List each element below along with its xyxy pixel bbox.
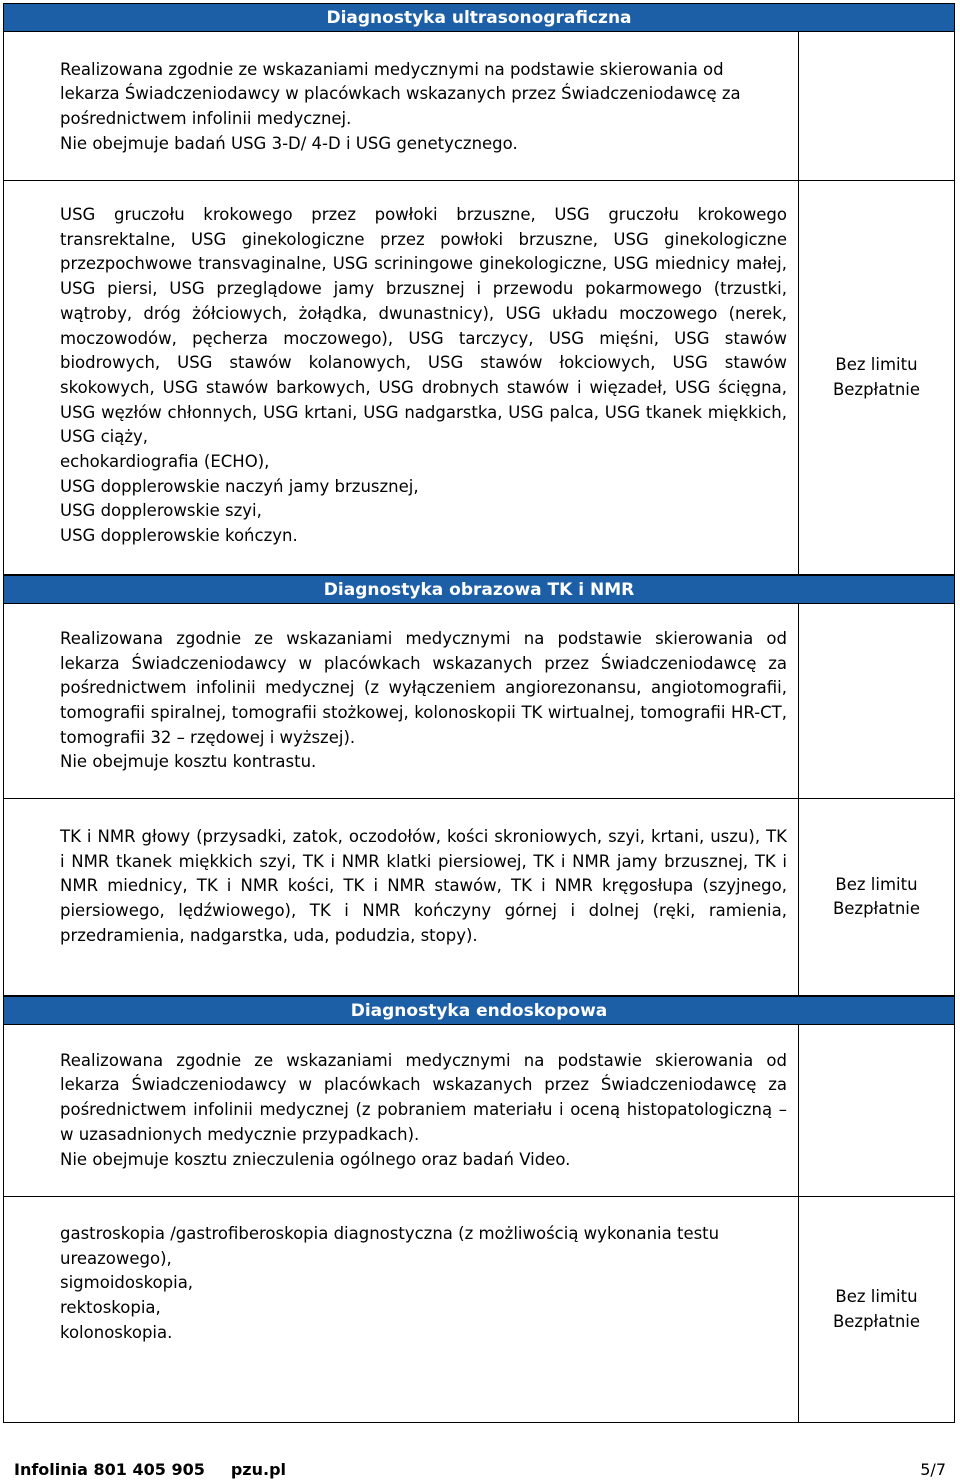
section-header-ultrasound: Diagnostyka ultrasonograficzna: [3, 3, 955, 32]
section-info-side: [799, 604, 954, 798]
coverage-cell: [799, 181, 954, 574]
footer-website: pzu.pl: [230, 1460, 287, 1479]
info-paragraph: Realizowana zgodnie ze wskazaniami medycznymi na podstawie skierowania od lekarza Świadczeniodawcy w placówkach wskazanych przez Świadczeniodawcę za pośrednictwem infolinii medycznej (z pobraniem materiału i oceną histopatologiczną – w uzasadnionych medycznie przypadkach).: [60, 1050, 787, 1144]
services-list: TK i NMR głowy (przysadki, zatok, oczodołów, kości skroniowych, szyi, krtani, uszu), TK i NMR tkanek miękkich szyi, TK i NMR klatki piersiowej, TK i NMR jamy brzusznej, TK i NMR miednicy, TK i NMR kości, TK i NMR stawów, TK i NMR kręgosłupa (szyjnego, piersiowego, lędźwiowego), TK i NMR kończyny górnej i dolnej (ręki, ramienia, przedramienia, nadgarstka, uda, podudzia, stopy).: [60, 827, 787, 945]
limit-label: Bez limitu: [835, 874, 918, 894]
service-item: USG dopplerowskie szyi,: [60, 501, 262, 521]
price-label: Bezpłatnie: [832, 379, 921, 399]
section-info-side: [799, 1025, 954, 1196]
section-header-ct-mri: Diagnostyka obrazowa TK i NMR: [3, 575, 955, 604]
services-list: USG gruczołu krokowego przez powłoki brzuszne, USG gruczołu krokowego transrektalne, USG ginekologiczne przez powłoki brzuszne, USG ginekologiczne przezpochwowe transvaginalne, USG scriningowe ginekologiczne, USG miednicy małej, USG piersi, USG przeglądowe jamy brzusznej i przewodu pokarmowego (trzustki, wątroby, dróg żółciowych, żołądka, dwunastnicy), USG układu moczowego (nerek, moczowodów, pęcherza moczowego), USG tarczycy, USG mięśni, USG stawów biodrowych, USG stawów kolanowych, USG stawów łokciowych, USG stawów skokowych, USG stawów barkowych, USG drobnych stawów i więzadeł, USG ścięgna, USG węzłów chłonnych, USG krtani, USG nadgarstka, USG palca, USG tkanek miękkich, USG ciąży,: [60, 205, 787, 447]
price-label: Bezpłatnie: [832, 1311, 921, 1331]
service-item: USG dopplerowskie naczyń jamy brzusznej,: [60, 476, 419, 496]
section-info-text: [4, 32, 799, 180]
info-exclusion: Nie obejmuje kosztu kontrastu.: [60, 752, 317, 772]
service-item: echokardiografia (ECHO),: [60, 452, 270, 472]
services-text: [4, 181, 799, 574]
services-row: [3, 799, 955, 996]
service-item: gastroskopia /gastrofiberoskopia diagnostyczna (z możliwością wykonania testu ureazowego),: [60, 1224, 720, 1268]
page-footer: [14, 1460, 946, 1479]
price-label: Bezpłatnie: [832, 899, 921, 918]
section-info-side: [799, 32, 954, 180]
section-header-endoscopy: Diagnostyka endoskopowa: [3, 996, 955, 1025]
footer-hotline: Infolinia 801 405 905: [14, 1460, 205, 1479]
page-number: 5/7: [920, 1460, 946, 1479]
info-exclusion: Nie obejmuje badań USG 3-D/ 4-D i USG genetycznego.: [60, 133, 518, 153]
section-info-row: [3, 32, 955, 181]
coverage-cell: [799, 1197, 954, 1422]
coverage-cell: [799, 799, 954, 995]
service-item: sigmoidoskopia,: [60, 1273, 194, 1293]
info-paragraph: Realizowana zgodnie ze wskazaniami medycznymi na podstawie skierowania od lekarza Świadczeniodawcy w placówkach wskazanych przez Świadczeniodawcę za pośrednictwem infolinii medycznej (z wyłączeniem angiorezonansu, angiotomografii, tomografii spiralnej, tomografii stożkowej, kolonoskopii TK wirtualnej, tomografii HR-CT, tomografii 32 – rzędowej i wyższej).: [60, 628, 787, 747]
document-page: [3, 3, 955, 1423]
service-item: kolonoskopia.: [60, 1322, 173, 1342]
service-item: USG dopplerowskie kończyn.: [60, 526, 298, 546]
services-row: [3, 1197, 955, 1423]
services-row: [3, 181, 955, 575]
services-text: [4, 799, 799, 995]
info-paragraph: Realizowana zgodnie ze wskazaniami medycznymi na podstawie skierowania od lekarza Świadczeniodawcy w placówkach wskazanych przez Świadczeniodawcę za pośrednictwem infolinii medycznej.: [60, 59, 741, 128]
service-item: rektoskopia,: [60, 1298, 161, 1318]
section-info-row: [3, 1025, 955, 1197]
section-info-row: [3, 604, 955, 799]
section-info-text: [4, 604, 799, 798]
info-exclusion: Nie obejmuje kosztu znieczulenia ogólnego oraz badań Video.: [60, 1149, 571, 1169]
section-info-text: [4, 1025, 799, 1196]
services-text: [4, 1197, 799, 1422]
limit-label: Bez limitu: [835, 355, 918, 374]
limit-label: Bez limitu: [835, 1287, 918, 1306]
